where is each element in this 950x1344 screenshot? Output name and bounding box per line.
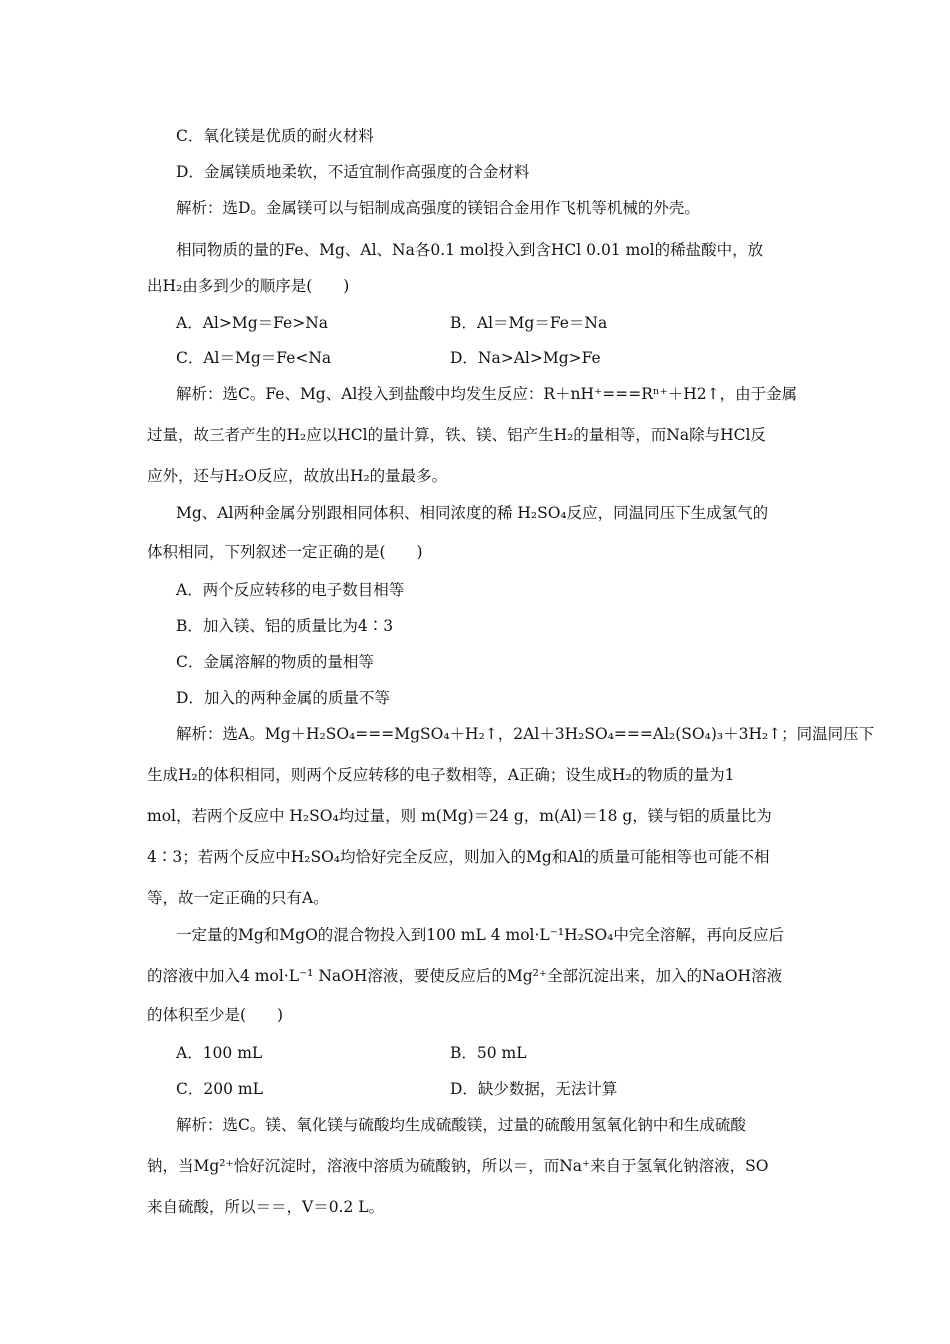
option-d: D．缺少数据，无法计算 [450,1080,618,1098]
question-line: 一定量的Mg和MgO的混合物投入到100 mL 4 mol·L⁻¹H₂SO₄中完全溶解，再向反应后 [176,926,784,944]
option-c: C．Al＝Mg＝Fe<Na [176,349,332,367]
analysis-line: 生成H₂的体积相同，则两个反应转移的电子数相等，A正确；设生成H₂的物质的量为1 [147,766,735,784]
option-a: A．100 mL [176,1044,263,1062]
analysis-line: 等，故一定正确的只有A。 [147,889,329,907]
option-b: B．Al＝Mg＝Fe＝Na [450,314,608,332]
option-line: B．加入镁、铝的质量比为4∶3 [176,617,394,635]
option-line: A．两个反应转移的电子数目相等 [176,581,405,599]
question-line: 的溶液中加入4 mol·L⁻¹ NaOH溶液，要使反应后的Mg²⁺全部沉淀出来，加入的NaOH溶液 [147,967,783,985]
option-line: D．加入的两种金属的质量不等 [176,689,390,707]
analysis-line: 来自硫酸，所以＝＝，V＝0.2 L。 [147,1198,385,1216]
question-line: 出H₂由多到少的顺序是( ) [147,277,350,295]
question-line: Mg、Al两种金属分别跟相同体积、相同浓度的稀 H₂SO₄反应，同温同压下生成氢气的 [176,504,769,522]
analysis-line: 钠，当Mg²⁺恰好沉淀时，溶液中溶质为硫酸钠，所以＝，而Na⁺来自于氢氧化钠溶液，SO [147,1157,769,1175]
question-line: 的体积至少是( ) [147,1006,284,1024]
question-line: 相同物质的量的Fe、Mg、Al、Na各0.1 mol投入到含HCl 0.01 mol的稀盐酸中，放 [176,241,764,259]
option-d: D．Na>Al>Mg>Fe [450,349,601,367]
option-line: D．金属镁质地柔软，不适宜制作高强度的合金材料 [176,163,530,181]
analysis-line: 解析：选C。Fe、Mg、Al投入到盐酸中均发生反应：R＋nH⁺===Rⁿ⁺＋H2↑，由于金属 [176,385,798,403]
option-line: C．氧化镁是优质的耐火材料 [176,127,374,145]
option-c: C．200 mL [176,1080,263,1098]
option-b: B．50 mL [450,1044,527,1062]
analysis-line: 过量，故三者产生的H₂应以HCl的量计算，铁、镁、铝产生H₂的量相等，而Na除与HCl反 [147,426,766,444]
analysis-line: mol，若两个反应中 H₂SO₄均过量，则 m(Mg)＝24 g，m(Al)＝18 g，镁与铝的质量比为 [147,807,772,825]
analysis-line: 解析：选A。Mg＋H₂SO₄===MgSO₄＋H₂↑，2Al＋3H₂SO₄===Al₂(SO₄)₃＋3H₂↑；同温同压下 [176,725,875,743]
analysis-line: 4∶3；若两个反应中H₂SO₄均恰好完全反应，则加入的Mg和Al的质量可能相等也可能不相 [147,848,770,866]
option-line: C．金属溶解的物质的量相等 [176,653,374,671]
analysis-line: 解析：选D。金属镁可以与铝制成高强度的镁铝合金用作飞机等机械的外壳。 [176,199,700,217]
question-line: 体积相同，下列叙述一定正确的是( ) [147,543,423,561]
option-a: A．Al>Mg＝Fe>Na [176,314,328,332]
analysis-line: 解析：选C。镁、氧化镁与硫酸均生成硫酸镁，过量的硫酸用氢氧化钠中和生成硫酸 [176,1116,746,1134]
analysis-line: 应外，还与H₂O反应，故放出H₂的量最多。 [147,467,448,485]
